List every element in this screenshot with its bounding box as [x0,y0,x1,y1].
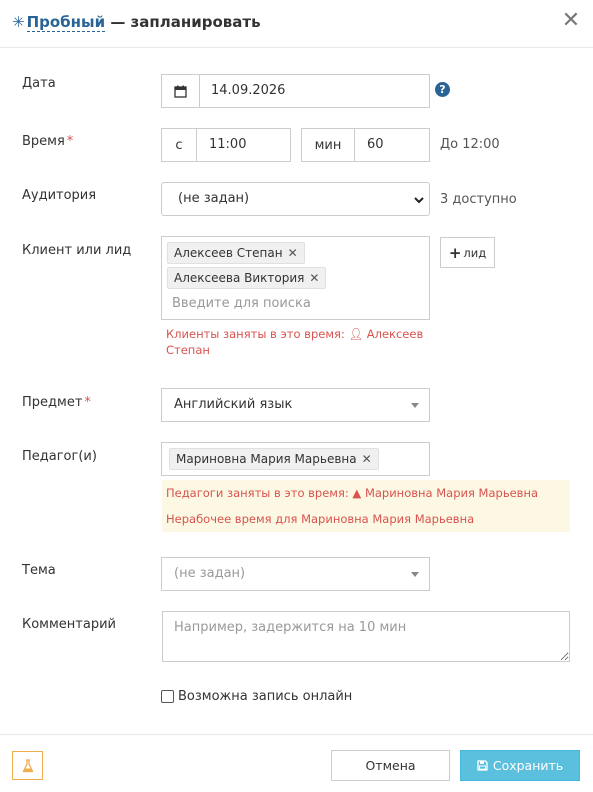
online-booking-label: Возможна запись онлайн [178,689,353,704]
time-from-prefix: с [161,128,197,162]
topic-label: Тема [22,563,56,578]
plus-icon: + [448,243,462,262]
save-icon [477,760,488,771]
user-icon: 👤︎ [348,327,364,341]
save-button[interactable]: Сохранить [460,750,580,781]
calendar-icon [174,85,187,98]
flask-icon [22,759,34,773]
duration-input[interactable]: 60 [354,128,430,162]
topic-select[interactable]: (не задан) [161,557,430,591]
remove-tag-icon[interactable]: ✕ [361,452,372,466]
date-label: Дата [22,76,56,91]
close-icon[interactable]: ✕ [561,8,581,33]
teachers-busy-warning: Педагоги заняты в это время: ▲ Мариновна Мария Марьевна [166,486,539,500]
subject-select[interactable]: Английский язык [161,388,430,422]
time-from-input[interactable]: 11:00 [196,128,291,162]
client-label: Клиент или лид [22,243,132,258]
remove-tag-icon[interactable]: ✕ [287,246,298,260]
client-tag: Алексеев Степан ✕ [167,242,305,264]
teacher-warning-panel [162,480,570,532]
date-input[interactable]: 14.09.2026 [199,74,430,108]
asterisk-icon: ✳ [12,13,25,31]
modal-header [0,0,593,48]
graduation-cap-icon: ▲ [352,486,362,500]
rooms-available-text: 3 доступно [440,192,517,207]
teacher-label: Педагог(и) [22,449,97,464]
test-lesson-button[interactable] [12,751,43,780]
time-label: Время * [22,134,74,149]
client-search-input[interactable]: Введите для поиска [172,296,311,311]
room-label: Аудитория [22,188,97,203]
caret-down-icon [411,403,419,408]
client-tag: Алексеева Виктория ✕ [167,267,326,289]
lesson-type-link[interactable]: Пробный [26,13,106,31]
nonworking-time-warning: Нерабочее время для Мариновна Мария Марьевна [166,512,475,526]
modal-title [12,13,261,31]
chevron-down-icon [413,194,425,206]
caret-down-icon [411,572,419,577]
cancel-button[interactable]: Отмена [331,750,450,781]
duration-prefix: мин [301,128,355,162]
end-time-text: До 12:00 [440,137,500,152]
clients-busy-warning: Клиенты заняты в это время: 👤︎ Алексеев Степан [166,327,424,357]
online-booking-row[interactable] [161,689,352,704]
remove-tag-icon[interactable]: ✕ [309,271,320,285]
room-select[interactable]: (не задан) [161,182,430,216]
teacher-tag: Мариновна Мария Марьевна ✕ [169,448,379,470]
online-booking-checkbox[interactable] [161,690,174,703]
calendar-button[interactable] [161,74,200,108]
title-text: — запланировать [105,13,261,31]
subject-label: Предмет * [22,395,91,410]
add-lead-button[interactable]: + лид [440,237,495,268]
comment-textarea[interactable] [162,611,570,662]
help-icon[interactable]: ? [435,82,450,97]
comment-label: Комментарий [22,617,116,632]
